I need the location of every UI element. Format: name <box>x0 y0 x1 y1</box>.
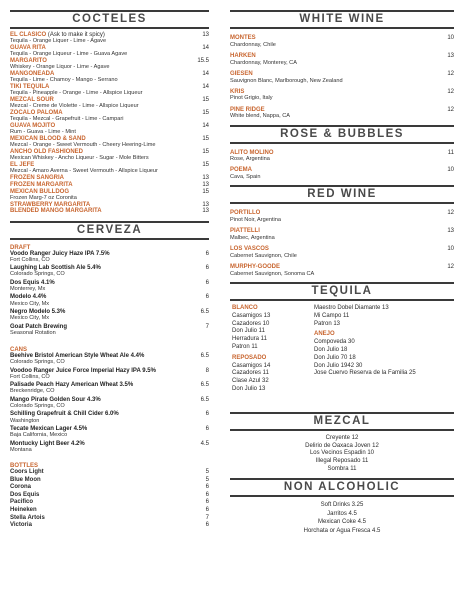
cocktail-description: Tequila - Mezcal - Grapefruit - Lime - Campari <box>10 116 124 123</box>
tequila-list <box>230 303 454 409</box>
beer-origin: Colorado Springs, CO <box>10 402 65 409</box>
wine-item <box>230 53 454 66</box>
tequila-item: Cazadores 11 <box>232 370 269 377</box>
draft-list <box>10 251 209 336</box>
beer-origin: Monterrey, Mx <box>10 285 46 292</box>
beer-item <box>10 353 209 365</box>
wine-price: 12 <box>447 264 454 271</box>
tequila-item: Don Julio 13 <box>232 385 266 392</box>
beer-name: Voodoo Ranger Juice Force <box>10 367 90 374</box>
bottle-price: 6 <box>205 499 209 506</box>
cocktail-price: 14 <box>202 45 209 51</box>
cocktail-name: STRAWBERRY MARGARITA <box>10 201 91 208</box>
cocktail-price: 15 <box>202 97 209 103</box>
bottle-price: 5 <box>205 468 209 475</box>
tequila-item: Herradura 11 <box>232 336 267 343</box>
beer-style: 4.3% <box>85 396 101 403</box>
cocktail-name: EL JEFE <box>10 162 35 168</box>
cocktail-item <box>10 110 209 122</box>
cocktail-name: FROZEN SANGRIA <box>10 175 64 181</box>
cocktail-item <box>10 182 209 188</box>
cocktail-item <box>10 97 209 109</box>
cocktail-item <box>10 32 209 44</box>
beer-name: Schilling Grapefruit & Chill <box>10 411 87 418</box>
cocteles-list <box>10 32 209 215</box>
bottle-price: 6 <box>205 484 209 491</box>
beer-price: 6 <box>205 250 209 257</box>
beer-origin: Mexico City, Mx <box>10 300 50 307</box>
beer-price: 6.5 <box>200 352 209 359</box>
beer-name: Goat Patch Brewing <box>10 323 68 330</box>
tequila-item: Don Julio 11 <box>232 328 265 335</box>
cocktail-item <box>10 71 209 83</box>
beer-price: 6 <box>205 265 209 272</box>
bottle-item <box>10 499 209 507</box>
tequila-item: Mi Campo 11 <box>314 312 350 319</box>
beer-style: 4.1% <box>39 279 55 286</box>
beer-item <box>10 411 209 423</box>
tequila-item: Casamigos 13 <box>232 312 271 319</box>
cocktail-item <box>10 189 209 201</box>
beer-style: 5.3% <box>50 308 66 315</box>
beer-price: 6.5 <box>200 382 209 389</box>
wine-name: HARKEN <box>230 52 256 59</box>
cocktail-price: 15 <box>202 136 209 142</box>
mezcal-item: Sombra 11 <box>327 465 357 472</box>
cocktail-name: ANCHO OLD FASHIONED <box>10 149 84 155</box>
cocktail-price: 13 <box>202 208 209 215</box>
beer-origin: Fort Collins, CO <box>10 256 50 263</box>
cocteles-heading: COCTELES <box>10 10 209 29</box>
wine-name: POEMA <box>230 167 253 174</box>
rose-list <box>230 150 454 181</box>
wine-description: Malbec, Argentina <box>230 234 275 241</box>
wine-price: 10 <box>447 246 454 253</box>
cocktail-description: Rum - Guava - Lime - Mint <box>10 129 76 136</box>
cocktail-name: MEXICAN BULLDOG <box>10 188 69 195</box>
right-column <box>230 0 454 535</box>
cocktail-description: Mezcal - Creme de Violette - Lime - Allspice Liqueur <box>10 103 139 110</box>
wine-name: GIESEN <box>230 70 253 77</box>
beer-origin: Breckenridge, CO <box>10 388 55 395</box>
beer-name: Beehive Bristol <box>10 352 54 359</box>
bottle-price: 6 <box>205 506 209 513</box>
wine-price: 12 <box>447 210 454 217</box>
rose-heading: ROSE & BUBBLES <box>230 125 454 144</box>
cocktail-price: 15.5 <box>197 58 209 64</box>
cocktail-name: MEZCAL SOUR <box>10 97 54 103</box>
wine-item <box>230 246 454 259</box>
wine-description: Cabernet Sauvignon, Sonoma CA <box>230 270 315 277</box>
cocktail-item <box>10 202 209 208</box>
beer-style: Imperial Hazy IPA 9.5% <box>89 367 156 374</box>
cocktail-name: MEXICAN BLOOD & SAND <box>10 136 86 142</box>
beer-style: Mexican Lager 4.5% <box>28 425 88 432</box>
bottle-name: Dos Equis <box>10 491 40 498</box>
wine-item <box>230 264 454 277</box>
beer-price: 8 <box>205 367 209 374</box>
beer-price: 6 <box>205 294 209 301</box>
wine-description: Chardonnay, Monterey, CA <box>230 59 297 66</box>
bottle-price: 5 <box>205 476 209 483</box>
bottle-item <box>10 469 209 477</box>
bottle-price: 6 <box>205 491 209 498</box>
wine-description: Chardonnay, Chile <box>230 41 276 48</box>
tequila-blanco-column <box>232 305 270 394</box>
cocktail-price: 15 <box>202 149 209 155</box>
bottle-item <box>10 492 209 500</box>
cocktail-description: Frozen Marg-7 oz Coronita <box>10 194 77 201</box>
wine-description: Cava, Spain <box>230 174 261 181</box>
cocktail-name: MANGONEADA <box>10 71 55 77</box>
beer-price: 6 <box>205 425 209 432</box>
cocktail-name: FROZEN MARGARITA <box>10 181 73 188</box>
tequila-item: Compoveda 30 <box>314 339 355 346</box>
cans-list <box>10 353 209 453</box>
beer-name: Modelo <box>10 294 31 301</box>
beer-name: Mango Pirate Golden Sour <box>10 396 86 403</box>
bottle-item <box>10 515 209 523</box>
wine-item <box>230 71 454 84</box>
blanco-label: BLANCO <box>232 304 258 311</box>
beer-style: Scottish Ale 5.4% <box>49 265 101 272</box>
cerveza-list <box>10 245 209 530</box>
red-wine-heading: RED WINE <box>230 185 454 204</box>
beer-name: Voodo Ranger Juicy Haze <box>10 250 84 257</box>
beer-style: 4.4% <box>31 294 47 301</box>
reposado-list <box>232 363 270 394</box>
mezcal-list <box>230 435 454 474</box>
cocktail-item <box>10 58 209 70</box>
bottle-item <box>10 522 209 530</box>
wine-item <box>230 167 454 180</box>
tequila-item: Patron 11 <box>232 343 258 350</box>
wine-name: MONTES <box>230 35 256 41</box>
cocktail-description: Whiskey - Orange Liquor - Lime - Agave <box>10 64 110 71</box>
wine-price: 11 <box>447 149 454 156</box>
beer-origin: Baja California, Mexico <box>10 432 68 439</box>
wine-description: Rose, Argentina <box>230 156 270 163</box>
wine-name: PINE RIDGE <box>230 106 265 113</box>
beer-item <box>10 441 209 453</box>
cocktail-description: Tequila - Pineapple - Orange - Lime - Allspice Liqueur <box>10 90 143 97</box>
non-alcoholic-item: Jarritos 4.5 <box>327 510 357 517</box>
tequila-item: Maestro Dobel Diamante 13 <box>314 304 389 311</box>
white-wine-list <box>230 35 454 120</box>
draft-label: DRAFT <box>10 244 31 251</box>
mezcal-item: Delirio de Oaxaca Joven 12 <box>305 442 379 449</box>
mezcal-item: Los Vecinos Espadin 10 <box>309 450 375 457</box>
non-alcoholic-item: Mexican Coke 4.5 <box>317 519 367 526</box>
beer-name: Palisade Peach <box>10 382 54 389</box>
wine-item <box>230 228 454 241</box>
bottle-price: 7 <box>205 514 209 521</box>
wine-name: LOS VASCOS <box>230 246 269 253</box>
beer-name: Tecate <box>10 425 29 432</box>
beer-origin: Montana <box>10 446 32 453</box>
wine-item <box>230 210 454 223</box>
beer-price: 7 <box>205 323 209 330</box>
bottle-item <box>10 507 209 515</box>
cocktail-item <box>10 149 209 161</box>
anejo-list <box>314 339 416 378</box>
bottle-name: Pacifico <box>10 499 34 506</box>
wine-price: 13 <box>447 52 454 59</box>
tequila-item: Don Julio 18 <box>314 346 348 353</box>
beer-style: IPA 7.5% <box>83 250 110 257</box>
beer-item <box>10 426 209 438</box>
wine-price: 13 <box>447 228 454 235</box>
cocktail-price: 13 <box>202 181 209 188</box>
bottle-name: Victoria <box>10 522 32 529</box>
beer-item <box>10 324 209 336</box>
beer-origin: Colorado Springs, CO <box>10 359 65 366</box>
cocktail-item <box>10 123 209 135</box>
cocktail-name: TIKI TEQUILA <box>10 84 50 90</box>
beer-style: Light Beer 4.2% <box>38 440 85 447</box>
beer-price: 4.5 <box>200 440 209 447</box>
non-alcoholic-list <box>230 501 454 535</box>
wine-item <box>230 35 454 48</box>
beer-price: 6.5 <box>200 396 209 403</box>
cocktail-name: GUAVA MOJITO <box>10 123 56 129</box>
cocktail-price: 13 <box>202 32 209 38</box>
cocktail-name: MARGARITO <box>10 58 47 64</box>
tequila-item: Clase Azul 32 <box>232 378 269 385</box>
wine-description: Cabernet Sauvignon, Chile <box>230 252 297 259</box>
cocktail-name: EL CLASICO <box>10 32 47 38</box>
non-alcoholic-item: Soft Drinks 3.25 <box>320 502 364 509</box>
tequila-item: Cazadores 10 <box>232 320 270 327</box>
beer-item <box>10 397 209 409</box>
cocktail-price: 14 <box>202 84 209 90</box>
bottle-price: 6 <box>205 522 209 529</box>
cocktail-price: 15 <box>202 110 209 116</box>
tequila-item: Jose Cuervo Reserva de la Familia 25 <box>314 370 416 377</box>
reposado-label: REPOSADO <box>232 354 267 361</box>
tequila-item: Casamigos 14 <box>232 362 271 369</box>
wine-name: MURPHY-GOODE <box>230 264 281 271</box>
cocktail-price: 14 <box>202 123 209 129</box>
mezcal-heading: MEZCAL <box>230 412 454 431</box>
wine-name: KRIS <box>230 88 245 95</box>
beer-name: Dos Equis <box>10 279 40 286</box>
cocktail-name: ZOCALO PALOMA <box>10 110 63 116</box>
cocktail-item <box>10 208 209 214</box>
bottles-list <box>10 469 209 530</box>
bottle-item <box>10 477 209 485</box>
cocktail-price: 15 <box>202 188 209 195</box>
beer-price: 6.5 <box>200 308 209 315</box>
wine-description: Pinot Noir, Argentina <box>230 217 281 224</box>
cocktail-name: BLENDED MANGO MARGARITA <box>10 208 102 215</box>
beer-style: Hazy American Wheat 3.5% <box>53 382 134 389</box>
beer-item <box>10 280 209 292</box>
bottle-name: Blue Moon <box>10 476 41 483</box>
cocktail-description: Tequila - Orange Liqueur - Lime - Guava Agave <box>10 51 128 58</box>
red-wine-list <box>230 210 454 277</box>
beer-price: 6 <box>205 279 209 286</box>
wine-description: Pinot Grigio, Italy <box>230 95 273 102</box>
anejo-label: ANEJO <box>314 331 335 338</box>
bottle-name: Coors Light <box>10 468 44 475</box>
beer-name: Laughing Lab <box>10 265 50 272</box>
beer-origin: Seasonal Rotation <box>10 329 56 336</box>
cocktail-item <box>10 162 209 174</box>
cans-label: CANS <box>10 346 28 353</box>
beer-price: 6 <box>205 411 209 418</box>
beer-style: Cider 6.0% <box>86 411 119 418</box>
wine-item <box>230 107 454 120</box>
cocktail-item <box>10 84 209 96</box>
cocktail-item <box>10 136 209 148</box>
wine-description: Sauvignon Blanc, Marlborough, New Zealand <box>230 77 343 84</box>
wine-price: 10 <box>447 35 454 41</box>
beer-item <box>10 251 209 263</box>
wine-name: PORTILLO <box>230 210 261 217</box>
cocktail-description: Mezcal - Orange - Sweet Vermouth - Cheery Heering-Lime <box>10 142 156 149</box>
cocktail-item <box>10 175 209 181</box>
non-alcoholic-item: Horchata or Agua Fresca 4.5 <box>303 527 381 534</box>
beer-origin: Mexico City, Mx <box>10 315 50 322</box>
tequila-heading: TEQUILA <box>230 282 454 301</box>
bottle-item <box>10 484 209 492</box>
wine-price: 12 <box>447 88 454 95</box>
tequila-extra-list <box>314 305 416 328</box>
beer-origin: Colorado Springs, CO <box>10 271 65 278</box>
cocktail-price: 13 <box>202 201 209 208</box>
left-column <box>10 0 209 530</box>
wine-item <box>230 89 454 102</box>
tequila-item: Patron 13 <box>314 320 341 327</box>
cocktail-description: Tequila - Lime - Chamoy - Mango - Serrano <box>10 77 118 84</box>
beer-name: Negro Modelo <box>10 308 50 315</box>
wine-price: 10 <box>447 167 454 174</box>
cocktail-note: (Ask to make it spicy) <box>46 32 105 38</box>
mezcal-item: Illegal Reposado 11 <box>315 458 369 465</box>
cocktail-description: Mexican Whiskey - Ancho Liqueur - Sugar - Mole Bitters <box>10 155 149 162</box>
cocktail-price: 14 <box>202 71 209 77</box>
white-wine-heading: WHITE WINE <box>230 10 454 29</box>
bottle-name: Heineken <box>10 506 37 513</box>
cocktail-description: Tequila - Orange Liquer - Lime - Agave <box>10 38 107 45</box>
wine-item <box>230 150 454 163</box>
beer-name: Montucky <box>10 440 39 447</box>
cocktail-price: 15 <box>202 162 209 168</box>
bottle-name: Stella Artois <box>10 514 45 521</box>
beer-item <box>10 294 209 306</box>
wine-name: PIATTELLI <box>230 228 260 235</box>
non-alcoholic-heading: NON ALCOHOLIC <box>230 478 454 497</box>
wine-price: 12 <box>447 106 454 113</box>
tequila-item: Don Julio 70 18 <box>314 354 356 361</box>
beer-origin: Fort Collins, CO <box>10 373 50 380</box>
beer-item <box>10 382 209 394</box>
tequila-item: Don Julio 1942 30 <box>314 362 363 369</box>
wine-price: 12 <box>447 70 454 77</box>
wine-description: White blend, Nappa, CA <box>230 113 291 120</box>
beer-origin: Washington <box>10 417 40 424</box>
cerveza-heading: CERVEZA <box>10 221 209 240</box>
cocktail-price: 13 <box>202 175 209 181</box>
beer-style: American Style Wheat Ale 4.4% <box>53 352 145 359</box>
mezcal-item: Creyente 12 <box>325 434 359 441</box>
beer-item <box>10 309 209 321</box>
tequila-right-column <box>314 305 416 378</box>
cocktail-name: GUAVA RITA <box>10 45 46 51</box>
beer-item <box>10 368 209 380</box>
bottles-label: BOTTLES <box>10 462 38 469</box>
bottle-name: Corona <box>10 484 31 491</box>
cocktail-item <box>10 45 209 57</box>
wine-name: ALITO MOLINO <box>230 149 274 156</box>
cocktail-description: Mezcal - Amaro Averna - Sweet Vermouth - Allspice Liqueur <box>10 168 158 175</box>
beer-item <box>10 265 209 277</box>
blanco-list <box>232 313 270 352</box>
